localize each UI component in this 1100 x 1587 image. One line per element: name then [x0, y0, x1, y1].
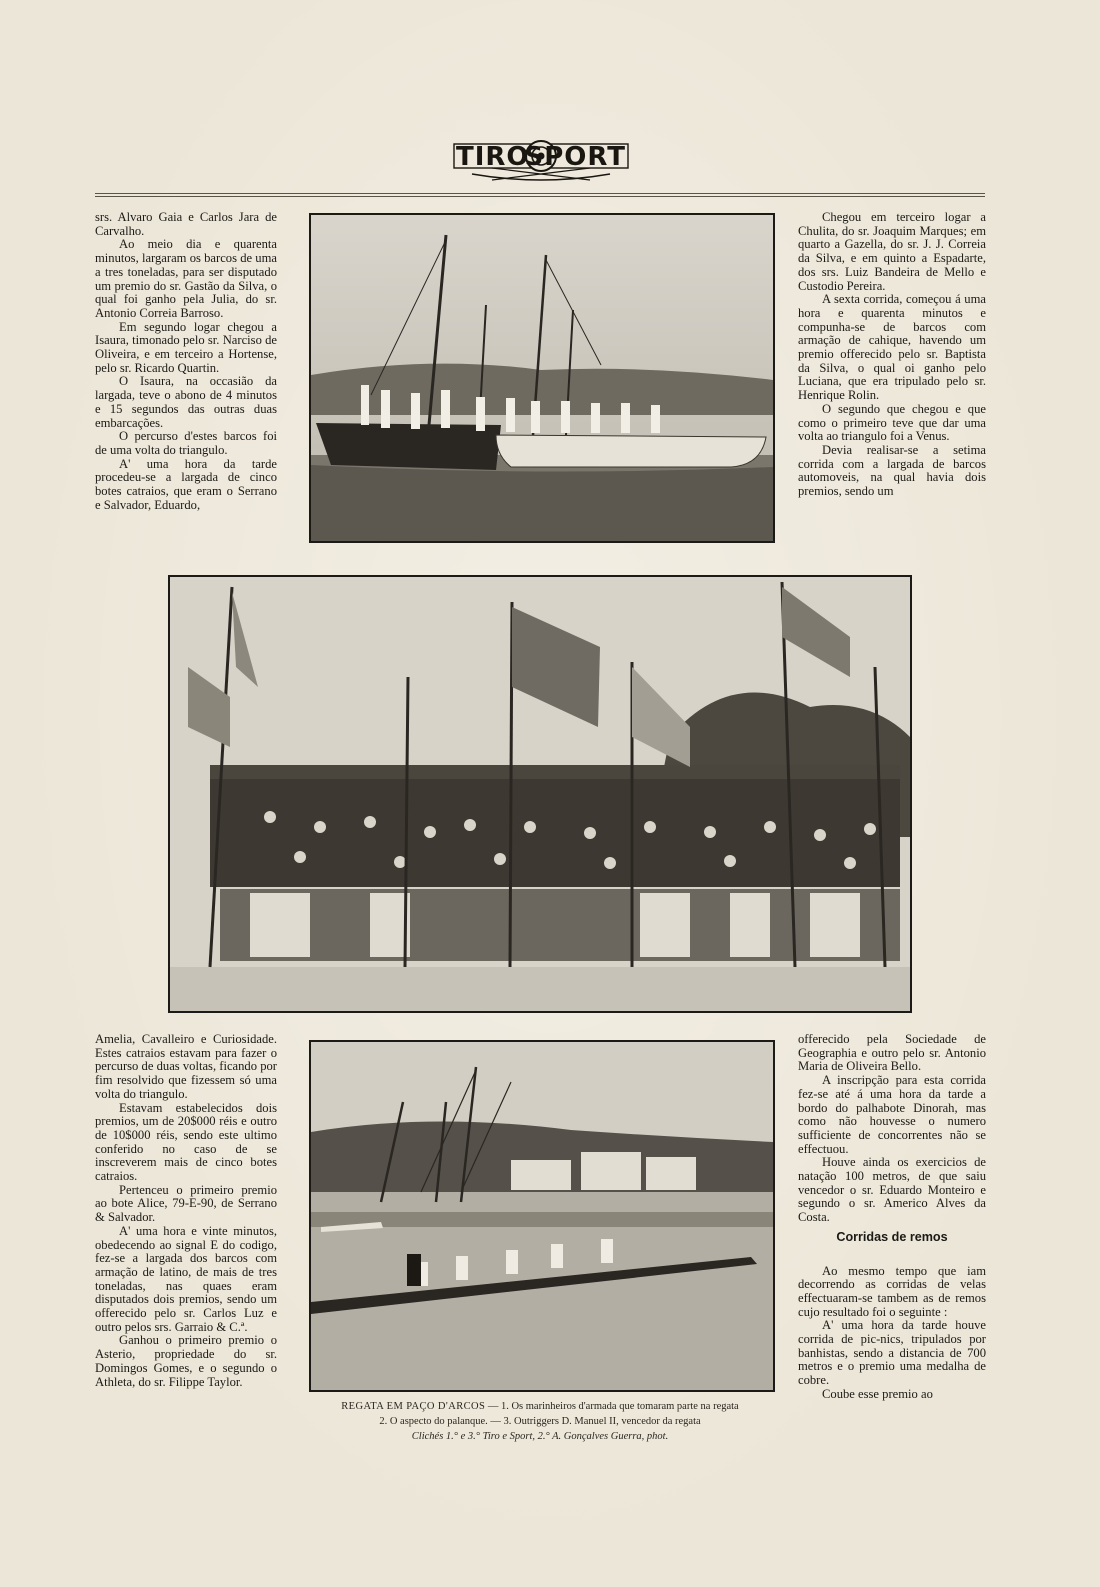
masthead-title-right: SPORT — [524, 142, 626, 172]
paragraph: Em segundo logar chegou a Isaura, timonado pelo sr. Narciso de Oliveira, e em terceiro a Hortense, pelo sr. Ricardo Quartin. — [95, 319, 277, 375]
paragraph: A' uma hora da tarde houve corrida de pic-nics, tripulados por banhistas, sendo a distancia de 700 metros e o premio uma medalha de cobre. — [798, 1318, 986, 1388]
paragraph: A sexta corrida, começou á uma hora e quarenta minutos e compunha-se de barcos com armação de cahique, havendo um premio offerecido pelo sr. Baptista da Silva, o qual oi ganho pelo Luciana, que era tripulado pelo sr. Henrique Rolin. — [798, 292, 986, 403]
paragraph: O Isaura, na occasião da largada, teve o abono de 4 minutos e 15 segundos das outras duas embarcações. — [95, 374, 277, 430]
photo-sailors-boats — [309, 213, 775, 543]
caption-line-1 — [300, 1399, 780, 1414]
paragraph: Pertenceu o primeiro premio ao bote Alice, 79-E-90, de Serrano & Salvador. — [95, 1182, 277, 1225]
paragraph: O percurso d'estes barcos foi de uma volta do triangulo. — [95, 429, 277, 457]
paragraph: A' uma hora e vinte minutos, obedecendo ao signal E do codigo, fez-se a largada dos barcos com armação de latino, de mais de tres toneladas, nas quaes eram disputados dois premios, sendo um offerecido pelo sr. Carlos Luz e outro pelos srs. Garraio & C.ª. — [95, 1223, 277, 1334]
paragraph: Chegou em terceiro logar a Chulita, do sr. Joaquim Marques; em quarto a Gazella, do sr. J. J. Correia da Silva, e em quinto a Espadarte, dos srs. Luiz Bandeira de Mello e Custodio Pereira. — [798, 210, 986, 293]
photo-grandstand — [168, 575, 912, 1013]
paragraph: Coube esse premio ao — [822, 1386, 933, 1401]
header-rule-second — [95, 196, 985, 197]
caption-line-2: 2. O aspecto do palanque. — 3. Outriggers D. Manuel II, vencedor da regata — [379, 1416, 701, 1427]
column-bottom-left — [95, 1033, 277, 1389]
photo-caption — [300, 1399, 780, 1444]
column-top-left — [95, 211, 277, 512]
paragraph: A inscripção para esta corrida fez-se até á uma hora da tarde a bordo do palhabote Dinorah, mas como não houvesse o numero sufficiente de concorrentes não se effectuou. — [798, 1073, 986, 1156]
paragraph: O segundo que chegou e que como o primeiro teve que dar uma volta ao triangulo foi a Venus. — [798, 401, 986, 444]
paragraph: Amelia, Cavalleiro e Curiosidade. Estes catraios estavam para fazer o percurso de duas voltas, ficando por fim resolvido que fizessem só uma volta do triangulo. — [95, 1032, 277, 1101]
paragraph: Estavam estabelecidos dois premios, um de 20$000 réis e outro de 10$000 réis, sendo este ultimo conferido no caso de se inscreverem mais de cinco botes catraios. — [95, 1100, 277, 1184]
caption-title: REGATA EM PAÇO D'ARCOS — [341, 1401, 486, 1412]
masthead-logo — [452, 138, 630, 186]
column-bottom-right — [798, 1033, 986, 1402]
caption-line-1-text: — 1. Os marinheiros d'armada que tomaram parte na regata — [485, 1401, 739, 1412]
masthead-title-left: TIRO — [456, 142, 530, 172]
paragraph: srs. Alvaro Gaia e Carlos Jara de Carvalho. — [95, 210, 277, 238]
paragraph: offerecido pela Sociedade de Geographia e outro pelo sr. Antonio Maria de Oliveira Bello. — [798, 1032, 986, 1074]
section-heading: Corridas de remos — [836, 1229, 948, 1244]
paragraph: Ganhou o primeiro premio o Asterio, propriedade do sr. Domingos Gomes, e o segundo o Athleta, do sr. Filippe Taylor. — [95, 1333, 277, 1389]
paragraph: A' uma hora da tarde procedeu-se a largada de cinco botes catraios, que eram o Serrano e Salvador, Eduardo, — [95, 456, 277, 512]
paragraph: Devia realisar-se a setima corrida com a largada de barcos automoveis, na qual havia dois premios, sendo um — [798, 442, 986, 499]
header-rule — [95, 193, 985, 194]
column-top-right — [798, 211, 986, 499]
photo-outrigger-race — [309, 1040, 775, 1392]
paragraph: Ao mesmo tempo que iam decorrendo as corridas de velas effectuaram-se tambem as de remos cujo resultado foi o seguinte : — [798, 1263, 986, 1319]
paragraph: Houve ainda os exercicios de natação 100 metros, de que saiu vencedor o sr. Eduardo Monteiro e segundo o sr. Americo Alves da Costa. — [798, 1155, 986, 1225]
paragraph: Ao meio dia e quarenta minutos, largaram os barcos de uma a tres toneladas, para ser disputado um premio do sr. Gastão da Silva, o qual foi ganho pela Julia, do sr. Antonio Correia Barroso. — [95, 237, 277, 320]
caption-credits: Clichés 1.° e 3.° Tiro e Sport, 2.° A. Gonçalves Guerra, phot. — [411, 1431, 669, 1442]
